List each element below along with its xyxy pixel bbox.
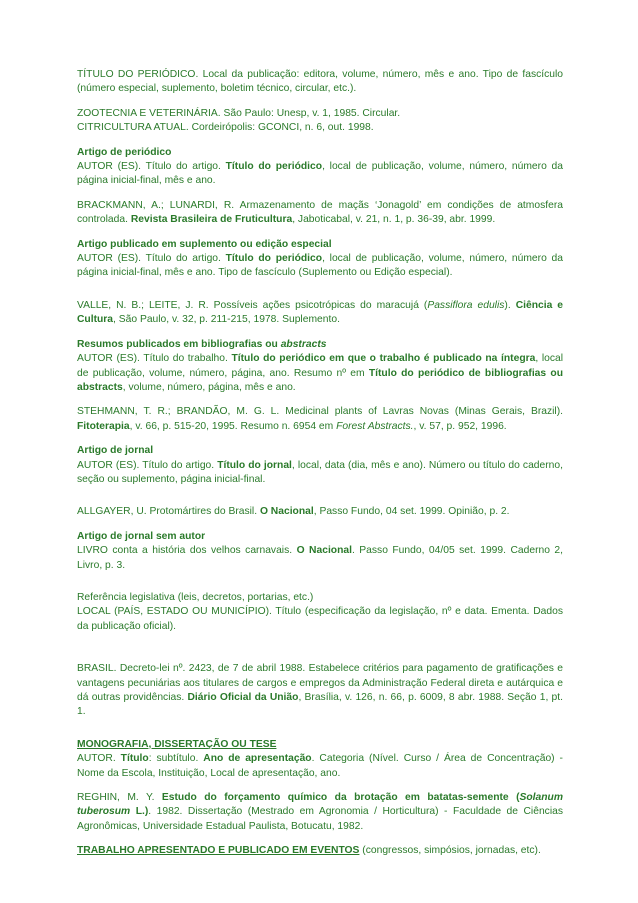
bold-text: Título do periódico de bibliografias ou abstracts bbox=[77, 367, 563, 393]
heading-artigo-periodico bbox=[77, 146, 563, 189]
text: , volume, número, página, mês e ano. bbox=[122, 381, 296, 393]
heading-eventos bbox=[77, 844, 563, 858]
text: ZOOTECNIA E VETERINÁRIA. São Paulo: Unesp, v. 1, 1985. Circular. bbox=[77, 107, 401, 119]
text: AUTOR (ES). Título do artigo. bbox=[77, 459, 218, 471]
example-zootecnia bbox=[77, 107, 563, 136]
bold-text: L.) bbox=[130, 806, 149, 818]
text: , local de publicação, volume, número, número da página inicial-final, mês e ano. Tipo de fascículo (Suplemento ou Edição especial). bbox=[77, 253, 563, 279]
example-stehmann bbox=[77, 405, 563, 434]
text: . Passo Fundo, 04/05 set. 1999. Caderno 2, Livro, p. 3. bbox=[77, 545, 563, 571]
italic-text: Passiflora edulis bbox=[427, 299, 505, 311]
text: BRACKMANN, A.; LUNARDI, R. Armazenamento de maçãs ‘Jonagold’ em condições de atmosfera controlada. bbox=[77, 199, 563, 226]
text: LIVRO conta a história dos velhos carnavais. bbox=[77, 545, 297, 557]
heading-text: Artigo de periódico bbox=[77, 146, 172, 158]
bold-text: Título do jornal bbox=[217, 459, 292, 471]
text: (congressos, simpósios, jornadas, etc). bbox=[359, 845, 541, 857]
text: , Passo Fundo, 04 set. 1999. Opinião, p. 2. bbox=[313, 506, 510, 518]
italic-text: Forest Abstracts. bbox=[336, 420, 414, 432]
bold-text: Título do periódico bbox=[225, 253, 323, 265]
heading-jornal-sem-autor bbox=[77, 530, 563, 573]
text: , local de publicação, volume, número, página, ano. Resumo nº em bbox=[77, 353, 563, 379]
text: , v. 66, p. 515-20, 1995. Resumo n. 6954 em bbox=[129, 420, 337, 432]
example-allgayer bbox=[77, 505, 563, 519]
heading-text: abstracts bbox=[280, 338, 327, 350]
heading-text: Artigo de jornal bbox=[77, 445, 154, 457]
text: ). bbox=[504, 299, 516, 311]
periodico-format bbox=[77, 68, 563, 97]
text: BRASIL. Decreto-lei nº. 2423, de 7 de abril 1988. Estabelece critérios para pagamento de gratificações e vantagens pecuniárias aos titulares de cargos e empregos da Administração Federal direta e autárquica e dá outras providências. bbox=[77, 663, 563, 703]
heading-legislativa bbox=[77, 591, 563, 634]
bold-text: Título do periódico em que o trabalho é publicado na íntegra bbox=[231, 353, 536, 365]
heading-resumos bbox=[77, 338, 563, 396]
text: AUTOR. bbox=[77, 753, 121, 765]
heading-text: Artigo de jornal sem autor bbox=[77, 530, 206, 542]
text: ALLGAYER, U. Protomártires do Brasil. bbox=[77, 506, 260, 518]
text: , Brasília, v. 126, n. 66, p. 6009, 8 abr. 1988. Seção 1, pt. 1. bbox=[77, 692, 563, 718]
bold-text: O Nacional bbox=[296, 545, 352, 557]
example-brackmann bbox=[77, 199, 563, 228]
text: AUTOR (ES). Título do trabalho. bbox=[77, 353, 232, 365]
text: , São Paulo, v. 32, p. 211-215, 1978. Suplemento. bbox=[113, 314, 340, 326]
text: , local, data (dia, mês e ano). Número ou título do caderno, seção ou suplemento, página inicial-final. bbox=[77, 459, 563, 485]
text: AUTOR (ES). Título do artigo. bbox=[77, 253, 226, 265]
text: : subtítulo. bbox=[148, 753, 204, 765]
bold-text: Estudo do forçamento químico da brotação em batatas-semente ( bbox=[161, 792, 520, 804]
heading-text: MONOGRAFIA, DISSERTAÇÃO OU TESE bbox=[77, 738, 277, 750]
bold-text: Ciência e Cultura bbox=[77, 299, 564, 326]
text: REGHIN, M. Y. bbox=[77, 792, 162, 804]
bold-text: Fitoterapia bbox=[77, 420, 130, 432]
bold-text: Diário Oficial da União bbox=[187, 692, 299, 703]
text: . 1982. Dissertação (Mestrado em Agronomia / Horticultura) - Faculdade de Ciências Agronômicas, Universidade Estadual Paulista, Botucatu, 1982. bbox=[77, 806, 563, 832]
heading-monografia bbox=[77, 738, 563, 781]
heading-suplemento bbox=[77, 238, 563, 281]
heading-artigo-jornal bbox=[77, 444, 563, 487]
bold-text: O Nacional bbox=[259, 506, 314, 518]
bold-text: Título do periódico bbox=[225, 161, 323, 173]
text: Referência legislativa (leis, decretos, portarias, etc.) bbox=[77, 591, 314, 603]
text: TÍTULO DO PERIÓDICO. Local da publicação: editora, volume, número, mês e ano. Tipo de fascículo (número especial, suplemento, boletim técnico, circular, etc.). bbox=[77, 69, 563, 95]
example-brasil-decreto bbox=[77, 662, 563, 720]
text: AUTOR (ES). Título do artigo. bbox=[77, 161, 226, 173]
text: . Categoria (Nível. Curso / Área de Concentração) - Nome da Escola, Instituição, Local de apresentação, ano. bbox=[77, 753, 563, 779]
example-valle bbox=[77, 299, 563, 328]
bold-text: Título bbox=[120, 753, 149, 765]
document-page bbox=[77, 68, 563, 859]
text: , v. 57, p. 952, 1996. bbox=[413, 420, 507, 432]
text: STEHMANN, T. R.; BRANDÃO, M. G. L. Medicinal plants of Lavras Novas (Minas Gerais, Brazil). bbox=[77, 406, 563, 418]
text: , Jaboticabal, v. 21, n. 1, p. 36-39, abr. 1999. bbox=[292, 214, 496, 226]
text: , local de publicação, volume, número, número da página inicial-final, mês e ano. bbox=[77, 161, 563, 187]
heading-text: Resumos publicados em bibliografias ou bbox=[77, 338, 281, 350]
heading-text: Artigo publicado em suplemento ou edição especial bbox=[77, 238, 332, 250]
example-reghin bbox=[77, 791, 563, 834]
text: LOCAL (PAÍS, ESTADO OU MUNICÍPIO). Título (especificação da legislação, nº e data. Ementa. Dados da publicação oficial). bbox=[77, 606, 563, 632]
bold-text: Ano de apresentação bbox=[203, 753, 312, 765]
bold-text: Revista Brasileira de Fruticultura bbox=[130, 214, 293, 226]
text: CITRICULTURA ATUAL. Cordeirópolis: GCONCI, n. 6, out. 1998. bbox=[77, 122, 374, 134]
text: VALLE, N. B.; LEITE, J. R. Possíveis ações psicotrópicas do maracujá ( bbox=[77, 299, 428, 311]
bold-italic-text: Solanum tuberosum bbox=[77, 792, 563, 818]
heading-text: TRABALHO APRESENTADO E PUBLICADO EM EVENTOS bbox=[77, 845, 360, 857]
